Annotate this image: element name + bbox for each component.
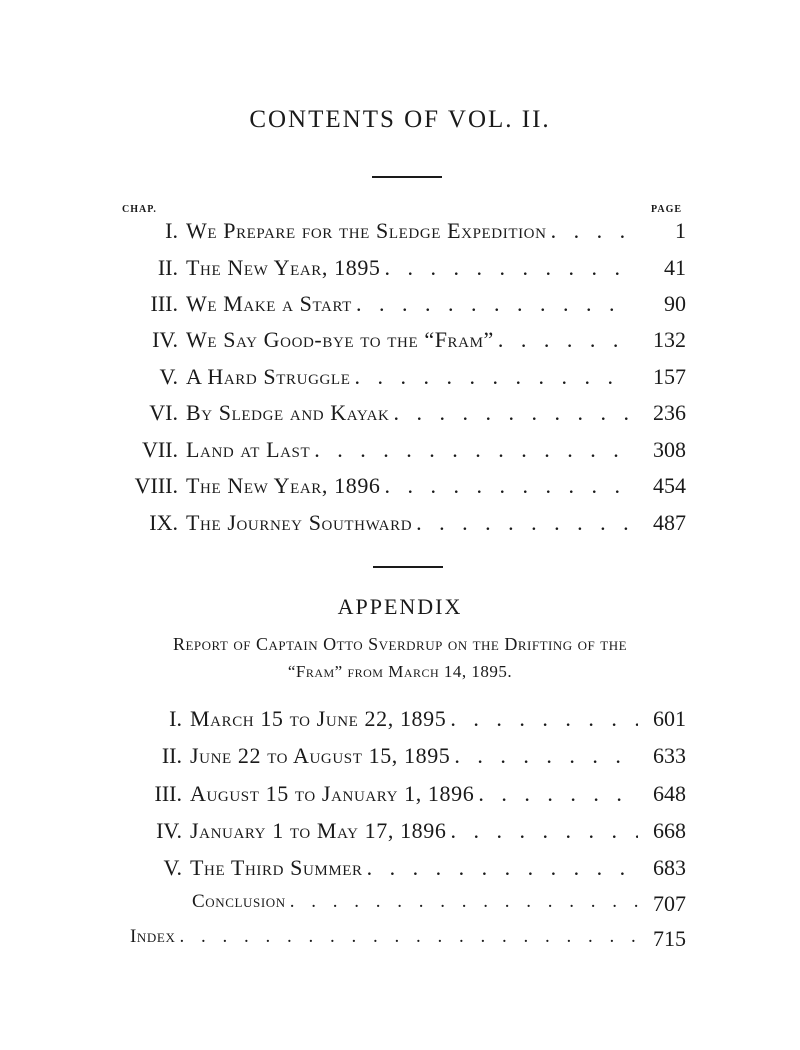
chapter-page: 236 [653,400,686,425]
chapter-number: IX. [149,510,178,535]
chapter-page: 308 [653,437,686,462]
chapter-page: 132 [653,327,686,352]
chapter-page: 41 [664,255,686,280]
leader-dots [450,706,638,732]
leader-dots [367,855,638,881]
chapter-number: VII. [141,437,178,462]
chapter-entry [186,327,632,353]
section-rule [373,566,443,568]
index-page: 715 [653,926,686,951]
chapter-title: We Make a Start [186,291,352,316]
appendix-row [0,781,800,811]
appendix-entry [190,743,642,769]
leader-dots [454,743,638,769]
leader-dots [551,218,628,244]
appendix-page: 668 [653,818,686,843]
chapter-page: 454 [653,473,686,498]
chapter-page: 1 [675,218,686,243]
page-column-header: PAGE [651,204,683,215]
chapter-row [0,437,800,467]
appendix-entry [190,855,642,881]
index-entry [130,926,642,948]
chapter-number: III. [150,291,178,316]
chapter-title: We Prepare for the Sledge Expedition [186,218,547,243]
chapter-title: Land at Last [186,437,311,462]
leader-dots [179,926,638,948]
appendix-row [0,743,800,773]
leader-dots [478,781,638,807]
chapter-entry [186,218,632,244]
page-title: CONTENTS OF VOL. II. [249,106,551,133]
title-rule [372,176,442,178]
appendix-subtitle-line2: “Fram” from March 14, 1895. [287,662,513,681]
chapter-title: The New Year, 1895 [186,255,381,280]
chapter-title: We Say Good-bye to the “Fram” [186,327,494,352]
leader-dots [356,291,628,317]
leader-dots [393,400,628,426]
appendix-page: 633 [653,743,686,768]
appendix-subtitle-line1: Report of Captain Otto Sverdrup on the Drifting of the [172,634,628,654]
leader-dots [290,891,638,913]
chapter-row [0,218,800,248]
chapter-entry [186,400,632,426]
chapter-row [0,364,800,394]
chapter-number: I. [165,218,178,243]
chapter-row [0,291,800,321]
chapter-row [0,473,800,503]
appendix-entry [190,818,642,844]
appendix-entry-title: August 15 to January 1, 1896 [190,781,475,806]
chapter-title: The New Year, 1896 [186,473,381,498]
appendix-entry-title: Conclusion [192,891,286,912]
appendix-row [0,891,800,921]
chapter-entry [186,255,632,281]
leader-dots [416,510,628,536]
appendix-page: 683 [653,855,686,880]
chapter-number: VI. [149,400,178,425]
chapter-page: 90 [664,291,686,316]
appendix-page: 707 [653,891,686,916]
index-row [0,926,800,956]
appendix-number: I. [169,706,182,731]
leader-dots [354,364,628,390]
chapter-entry [186,437,632,463]
chapter-row [0,255,800,285]
chapter-row [0,327,800,357]
leader-dots [450,818,638,844]
appendix-entry-title: The Third Summer [190,855,363,880]
appendix-number: II. [161,743,182,768]
chap-column-header: CHAP. [122,204,157,215]
chapter-number: II. [157,255,178,280]
leader-dots [314,437,628,463]
appendix-page: 648 [653,781,686,806]
chapter-entry [186,364,632,390]
chapter-entry [186,510,632,536]
chapter-title: A Hard Struggle [186,364,351,389]
appendix-row [0,855,800,885]
leader-dots [385,473,628,499]
chapter-entry [186,473,632,499]
appendix-number: III. [154,781,182,806]
appendix-page: 601 [653,706,686,731]
appendix-title: APPENDIX [337,594,463,619]
leader-dots [498,327,628,353]
chapter-number: VIII. [134,473,178,498]
chapter-number: V. [159,364,178,389]
appendix-entry-title: June 22 to August 15, 1895 [190,743,451,768]
appendix-row [0,818,800,848]
chapter-row [0,510,800,540]
index-title: Index [130,926,176,947]
chapter-page: 487 [653,510,686,535]
appendix-number: IV. [156,818,182,843]
appendix-number: V. [163,855,182,880]
chapter-title: The Journey Southward [186,510,413,535]
chapter-title: By Sledge and Kayak [186,400,390,425]
appendix-entry [190,706,642,732]
appendix-entry [190,781,642,807]
chapter-number: IV. [152,327,178,352]
chapter-page: 157 [653,364,686,389]
appendix-entry-title: January 1 to May 17, 1896 [190,818,447,843]
chapter-entry [186,291,632,317]
appendix-entry-title: March 15 to June 22, 1895 [190,706,447,731]
leader-dots [385,255,628,281]
chapter-row [0,400,800,430]
appendix-entry [192,891,642,913]
appendix-row [0,706,800,736]
